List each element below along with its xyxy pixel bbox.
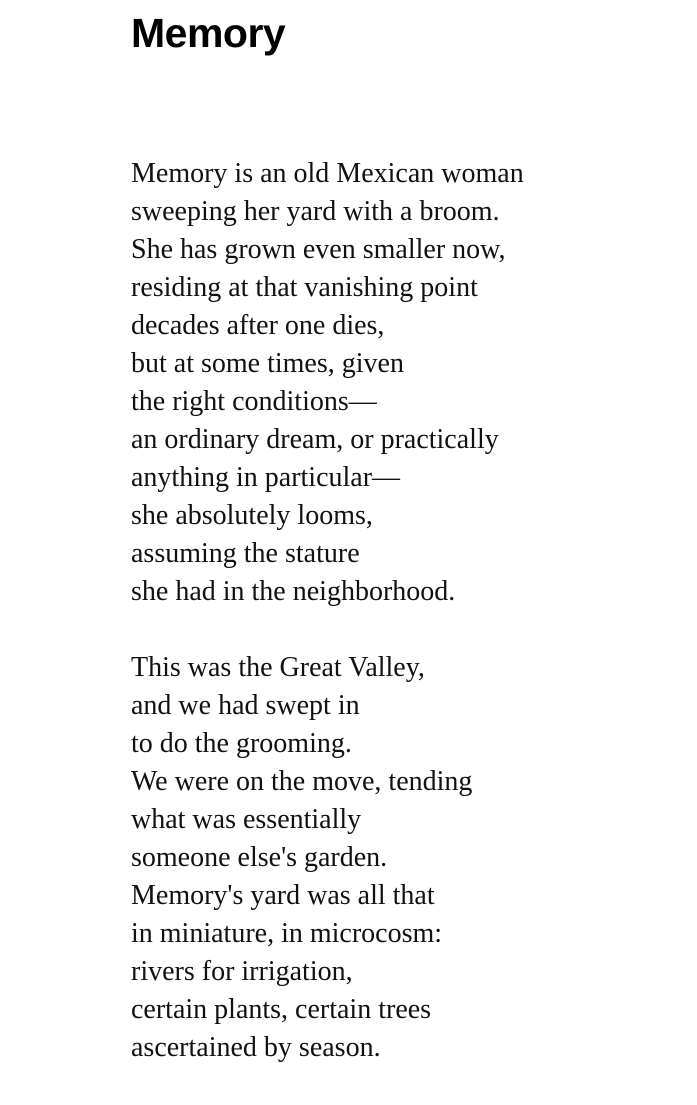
poem-line: to do the grooming. bbox=[131, 728, 352, 759]
poem-line: decades after one dies, bbox=[131, 310, 385, 341]
poem-line: sweeping her yard with a broom. bbox=[131, 196, 500, 227]
poem-line: This was the Great Valley, bbox=[131, 652, 425, 683]
poem-line: but at some times, given bbox=[131, 348, 404, 379]
poem-line: certain plants, certain trees bbox=[131, 994, 432, 1025]
poem-page bbox=[131, 0, 671, 1105]
poem-line: she had in the neighborhood. bbox=[131, 576, 456, 607]
poem-line: rivers for irrigation, bbox=[131, 956, 353, 987]
poem-line: Memory's yard was all that bbox=[131, 880, 435, 911]
poem-line: and we had swept in bbox=[131, 690, 360, 721]
poem-line: We were on the move, tending bbox=[131, 766, 473, 797]
stanza-1 bbox=[131, 155, 671, 611]
poem-line: assuming the stature bbox=[131, 538, 360, 569]
poem-line: she absolutely looms, bbox=[131, 500, 373, 531]
poem-line: someone else's garden. bbox=[131, 842, 388, 873]
poem-line: ascertained by season. bbox=[131, 1032, 381, 1063]
poem-line: anything in particular— bbox=[131, 462, 401, 493]
poem-line: Memory is an old Mexican woman bbox=[131, 158, 524, 189]
poem-line: in miniature, in microcosm: bbox=[131, 918, 443, 949]
poem-line: She has grown even smaller now, bbox=[131, 234, 506, 265]
poem-line: residing at that vanishing point bbox=[131, 272, 478, 303]
poem-line: an ordinary dream, or practically bbox=[131, 424, 499, 455]
poem-line: the right conditions— bbox=[131, 386, 377, 417]
poem-title: Memory bbox=[131, 10, 286, 56]
poem-body bbox=[131, 155, 671, 1067]
poem-line: what was essentially bbox=[131, 804, 362, 835]
stanza-2 bbox=[131, 649, 671, 1067]
